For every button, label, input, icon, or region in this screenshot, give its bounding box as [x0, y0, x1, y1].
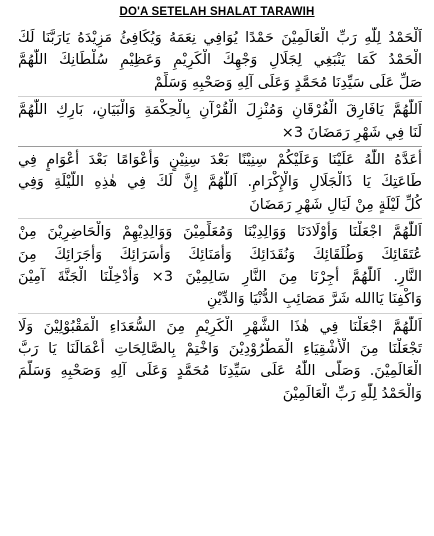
text-line: تَجْعَلْنَا مِنَ الْأَشْقِيَاءِ الْمَطْرُوْدِيْنَ وَاخْتِمْ بِالصَّالِحَاتِ أَعْمَالَنَا يَا رَبَّ — [18, 341, 422, 358]
paragraph-praise — [18, 27, 422, 94]
text-line: طَاعَتِكَ يَا ذَالْجَلَالِ وَالْإِكْرَامِ. اَللّٰهُمَّ إِنَّ لَكَ فِي هٰذِهِ اللَّيْلَةِ وَفِي — [18, 174, 422, 191]
prayer-text — [18, 27, 422, 405]
text-line: الْحَمْدُ كَمَا يَنْبَغِي لِجَلَالِ وَجْهِكَ الْكَرِيْمِ وَعَظِيْمِ سُلْطَانِكَ اللّٰهُمَّ — [18, 52, 422, 69]
text-line: الْعَالَمِيْنَ. وَصَلَّى اللّٰهُ عَلَى سَيِّدِنَا مُحَمَّدٍ وَعَلَى آلِهِ وَصَحْبِهِ وَسَلَّمَ — [18, 363, 422, 380]
text-line: لَنَا فِي شَهْرِ رَمَضَانَ 3× — [281, 124, 422, 141]
text-line: اَللّٰهُمَّ يَافَارِقَ الْفُرْقَانِ وَمُنْزِلَ الْقُرْآنِ بِالْحِكْمَةِ وَالْبَيَانِ، بَارِكِ اللّٰهُمَّ — [18, 102, 422, 119]
text-line: كُلِّ لَيْلَةٍ مِنْ لَيَالِ شَهْرِ رَمَضَانَ — [249, 196, 422, 213]
paragraph-years — [18, 149, 422, 216]
text-line: اَللّٰهُمَّ اجْعَلْنَا وَأَوْلَادَنَا وَوَالِدِيْنَا وَمُعَلِّمِيْنَ وَوَالِدِيْهِمْ وَالْحَاضِرِيْنَ مِنْ — [18, 224, 422, 241]
text-line: النَّارِ. اَللّٰهُمَّ أَجِرْنَا مِنَ النَّارِ سَالِمِيْنَ 3× وَأَدْخِلْنَا الْجَنَّةَ آمِيْنَ — [18, 268, 422, 285]
paragraph-divider — [18, 218, 422, 219]
paragraph-closing — [18, 316, 422, 406]
paragraph-freedom — [18, 221, 422, 311]
text-line: صَلِّ عَلَى سَيِّدِنَا مُحَمَّدٍ وَعَلَى آلِهِ وَصَحْبِهِ وَسَلِّمْ — [154, 74, 422, 91]
text-line: اَلْحَمْدُ لِلّٰهِ رَبِّ الْعَالَمِيْنَ حَمْدًا يُوَافِي نِعَمَهُ وَيُكَافِئُ مَزِيْدَهُ يَارَبَّنَا لَكَ — [18, 30, 422, 46]
text-line: وَالْحَمْدُ لِلّٰهِ رَبِّ الْعَالَمِيْنَ — [282, 385, 422, 402]
paragraph-divider — [18, 146, 422, 147]
document-title: DO'A SETELAH SHALAT TARAWIH — [119, 6, 315, 18]
paragraph-divider — [18, 96, 422, 97]
text-line: وَاكْفِنَا يَاالله شَرَّ مَصَائِبِ الدُّنْيَا وَالدِّيْنِ — [206, 291, 422, 308]
text-line: اَللّٰهُمَّ اجْعَلْنَا فِي هٰذَا الشَّهْرِ الْكَرِيْمِ مِنَ السُّعَدَاءِ الْمَقْبُوْلِيْنَ وَلَا — [18, 318, 422, 335]
paragraph-quran — [18, 99, 422, 144]
paragraph-divider — [18, 313, 422, 314]
text-line: عُتَقَائِكَ وَطُلَقَائِكَ وَنُقَدَائِكَ وَأُمَنَائِكَ وَأُسَرَائِكَ وَأُجَرَائِكَ مِنَ — [18, 246, 422, 263]
text-line: أَعَدَّهُ اللّٰهُ عَلَيْنَا وَعَلَيْكُمْ سِنِيْنًا بَعْدَ سِنِيْنٍ وَأَعْوَامًا بَعْدَ أَعْوَامٍ فِي — [18, 151, 422, 168]
